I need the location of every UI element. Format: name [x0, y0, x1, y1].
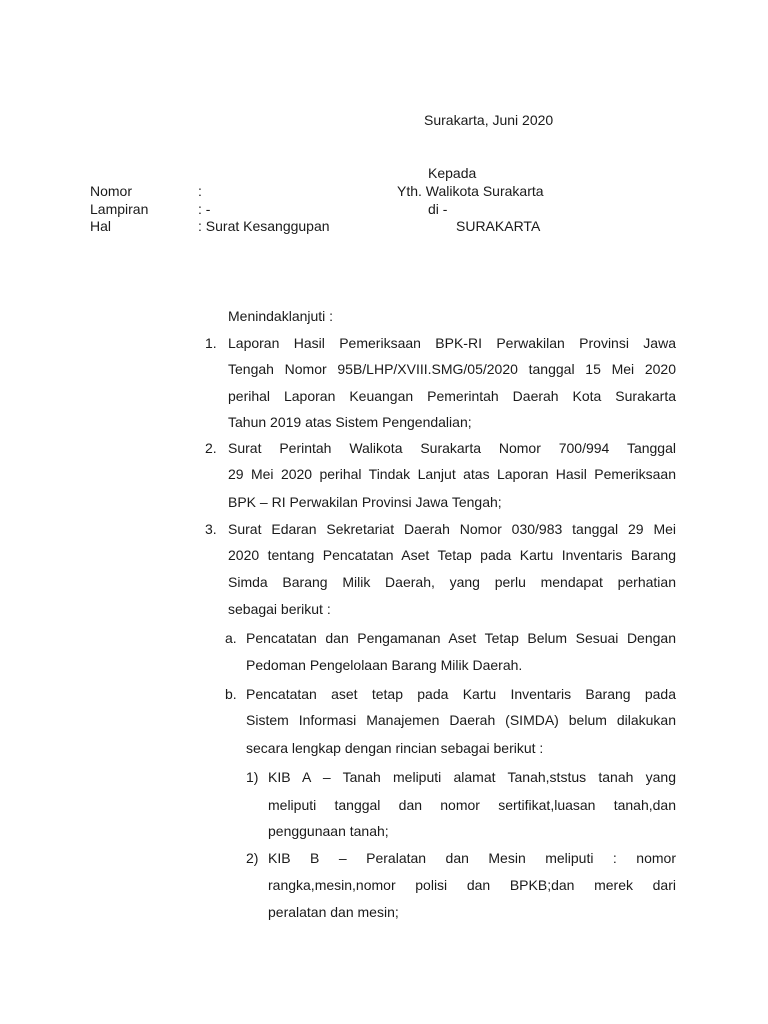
- addressee-city: SURAKARTA: [456, 218, 541, 234]
- list-line: Tengah Nomor 95B/LHP/XVIII.SMG/05/2020 tanggal 15 Mei 2020: [228, 361, 676, 377]
- list-line: Tahun 2019 atas Sistem Pengendalian;: [228, 414, 472, 430]
- sub-sub-list-line: KIB B – Peralatan dan Mesin meliputi : nomor: [268, 850, 676, 866]
- sub-sub-list-line: KIB A – Tanah meliputi alamat Tanah,ststus tanah yang: [268, 769, 676, 785]
- sub-list-line: Sistem Informasi Manajemen Daerah (SIMDA) belum dilakukan: [246, 712, 676, 728]
- list-line: Surat Edaran Sekretariat Daerah Nomor 030/983 tanggal 29 Mei: [228, 521, 676, 537]
- sub-sub-list-line: peralatan dan mesin;: [268, 904, 399, 920]
- nomor-value: :: [198, 183, 202, 199]
- list-line: perihal Laporan Keuangan Pemerintah Daerah Kota Surakarta: [228, 388, 676, 404]
- sub-list-letter: a.: [225, 630, 237, 646]
- list-line: Surat Perintah Walikota Surakarta Nomor 700/994 Tanggal: [228, 440, 676, 456]
- hal-label: Hal: [90, 218, 112, 234]
- list-number: 3.: [205, 521, 217, 537]
- addressee-kepada: Kepada: [428, 165, 477, 181]
- list-number: 2.: [205, 440, 217, 456]
- sub-sub-list-line: rangka,mesin,nomor polisi dan BPKB;dan merek dari: [268, 877, 676, 893]
- list-line: BPK – RI Perwakilan Provinsi Jawa Tengah;: [228, 494, 502, 510]
- sub-sub-list-line: penggunaan tanah;: [268, 823, 389, 839]
- list-line: Simda Barang Milik Daerah, yang perlu mendapat perhatian: [228, 574, 676, 590]
- list-line: Laporan Hasil Pemeriksaan BPK-RI Perwakilan Provinsi Jawa: [228, 335, 676, 351]
- sub-sub-list-number: 2): [246, 850, 259, 866]
- sub-list-line: Pedoman Pengelolaan Barang Milik Daerah.: [246, 657, 523, 673]
- place-date: Surakarta, Juni 2020: [424, 112, 554, 128]
- list-number: 1.: [205, 335, 217, 351]
- nomor-label: Nomor: [90, 183, 133, 199]
- sub-list-line: Pencatatan dan Pengamanan Aset Tetap Belum Sesuai Dengan: [246, 630, 676, 646]
- addressee-di: di -: [428, 201, 448, 217]
- lampiran-value: : -: [198, 201, 211, 217]
- sub-sub-list-line: meliputi tanggal dan nomor sertifikat,luasan tanah,dan: [268, 797, 676, 813]
- sub-list-line: secara lengkap dengan rincian sebagai berikut :: [246, 740, 544, 756]
- sub-list-letter: b.: [225, 686, 237, 702]
- addressee-yth: Yth. Walikota Surakarta: [397, 183, 544, 199]
- list-line: sebagai berikut :: [228, 601, 331, 617]
- list-line: 2020 tentang Pencatatan Aset Tetap pada Kartu Inventaris Barang: [228, 547, 676, 563]
- sub-sub-list-number: 1): [246, 769, 259, 785]
- lampiran-label: Lampiran: [90, 201, 149, 217]
- sub-list-line: Pencatatan aset tetap pada Kartu Inventaris Barang pada: [246, 686, 676, 702]
- intro-text: Menindaklanjuti :: [228, 308, 334, 324]
- hal-value: : Surat Kesanggupan: [198, 218, 330, 234]
- list-line: 29 Mei 2020 perihal Tindak Lanjut atas Laporan Hasil Pemeriksaan: [228, 466, 676, 482]
